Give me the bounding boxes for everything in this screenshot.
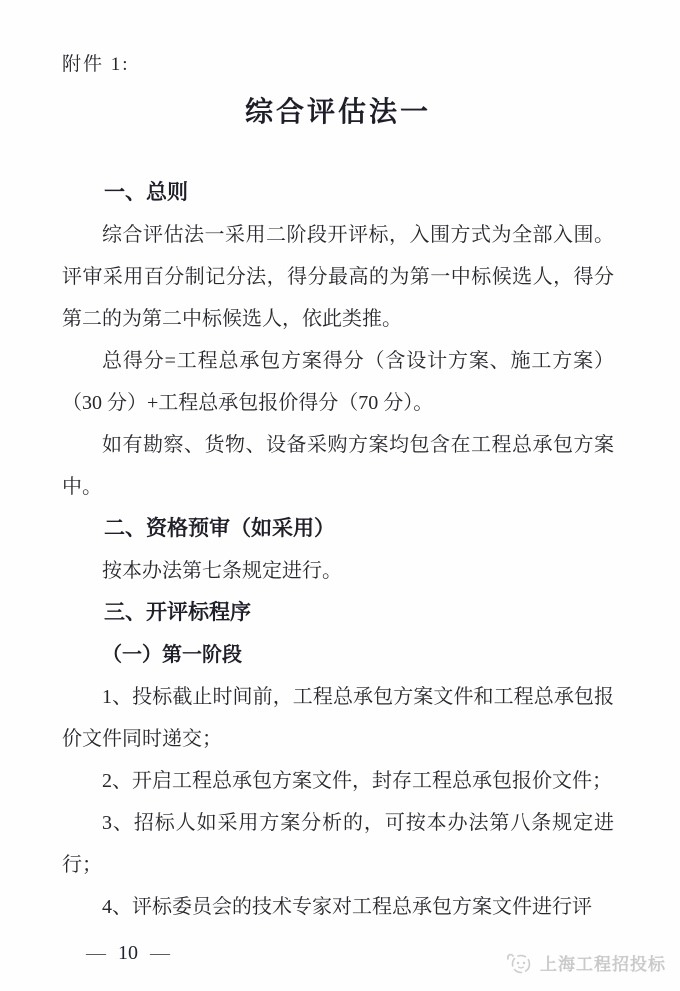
paragraph: 如有勘察、货物、设备采购方案均包含在工程总承包方案中。 bbox=[62, 434, 614, 498]
watermark-text: 上海工程招投标 bbox=[540, 955, 666, 974]
subsection-heading: （一）第一阶段 bbox=[102, 644, 242, 666]
section-heading-3: 三、开评标程序 bbox=[104, 601, 251, 624]
document-title: 综合评估法一 bbox=[244, 97, 431, 128]
watermark-logo-icon bbox=[505, 951, 535, 975]
page-number-value: 10 bbox=[118, 942, 138, 964]
list-item-4: 4、评标委员会的技术专家对工程总承包方案文件进行评 bbox=[102, 896, 592, 918]
paragraph: 按本办法第七条规定进行。 bbox=[102, 560, 342, 582]
section-heading-2: 二、资格预审（如采用） bbox=[104, 517, 335, 540]
page-number-dash-right: — bbox=[150, 942, 170, 964]
document-body bbox=[62, 172, 614, 928]
list-item-2: 2、开启工程总承包方案文件，封存工程总承包报价文件； bbox=[102, 770, 612, 792]
section-heading-1: 一、总则 bbox=[104, 181, 188, 204]
page-number-dash-left: — bbox=[86, 942, 106, 964]
paragraph: 总得分=工程总承包方案得分（含设计方案、施工方案）（30 分）+工程总承包报价得分（70 分）。 bbox=[62, 350, 614, 414]
page-number bbox=[74, 942, 182, 965]
list-item-1: 1、投标截止时间前，工程总承包方案文件和工程总承包报价文件同时递交； bbox=[62, 686, 614, 750]
list-item-3: 3、招标人如采用方案分析的，可按本办法第八条规定进行； bbox=[62, 812, 614, 876]
paragraph: 综合评估法一采用二阶段开评标，入围方式为全部入围。评审采用百分制记分法，得分最高的为第一中标候选人，得分第二的为第二中标候选人，依此类推。 bbox=[62, 224, 614, 330]
attachment-label: 附件 1: bbox=[62, 54, 130, 75]
watermark bbox=[505, 950, 666, 975]
